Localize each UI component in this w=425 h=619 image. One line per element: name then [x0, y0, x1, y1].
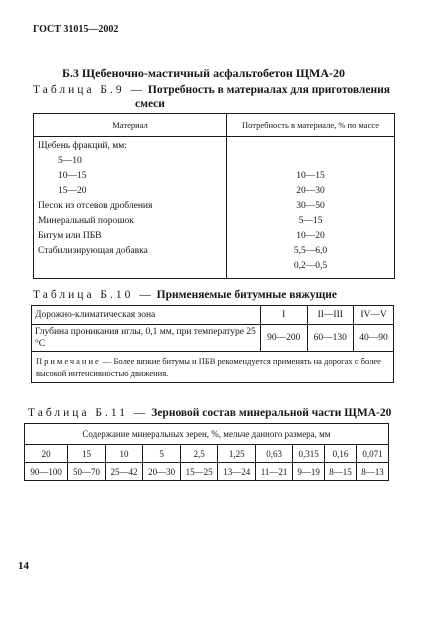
- table-note: [32, 352, 394, 383]
- table-b10: [31, 305, 394, 383]
- size-cell: 0,63: [256, 445, 293, 463]
- requirement-item: [231, 154, 390, 169]
- material-item: Щебень фракций, мм:: [38, 141, 127, 151]
- value-cell: 60—130: [307, 325, 354, 352]
- requirement-item: 10—20: [296, 231, 325, 241]
- table-b9-label: Таблица Б.9 —: [33, 84, 146, 96]
- requirement-cell: [227, 137, 395, 279]
- table-b9-caption: [33, 84, 393, 97]
- table-row: [32, 325, 394, 352]
- requirement-item: 20—30: [296, 186, 325, 196]
- value-cell: 90—200: [261, 325, 308, 352]
- column-header-requirement: Потребность в материале, % по массе: [227, 114, 395, 137]
- value-cell: 13—24: [218, 463, 256, 481]
- material-item: 10—15: [58, 171, 87, 181]
- zone-cell: I: [261, 306, 308, 325]
- value-cell: 9—19: [293, 463, 325, 481]
- value-cell: 40—90: [354, 325, 394, 352]
- table-row: [32, 306, 394, 325]
- requirement-item: 5,5—6,0: [293, 246, 328, 256]
- requirement-item: 10—15: [296, 171, 325, 181]
- table-b9-title: Потребность в материалах для приготовления: [147, 84, 390, 96]
- material-cell: [34, 137, 227, 279]
- column-header-material: Материал: [34, 114, 227, 137]
- size-cell: 15: [68, 445, 106, 463]
- table-b11-caption: [28, 407, 391, 420]
- material-item: Минеральный порошок: [38, 216, 134, 226]
- value-cell: 8—15: [325, 463, 357, 481]
- table-b10-caption: [33, 289, 337, 302]
- table-row: [25, 445, 389, 463]
- table-b11: [24, 423, 389, 481]
- table-header-row: [34, 114, 395, 137]
- value-cell: 20—30: [143, 463, 181, 481]
- value-cell: 15—25: [180, 463, 218, 481]
- note-label: Примечание: [36, 356, 101, 366]
- table-row: [32, 352, 394, 383]
- table-b11-title: Зерновой состав минеральной части ЩМА-20: [151, 407, 392, 419]
- grain-header-cell: Содержание минеральных зерен, %, мельче данного размера, мм: [25, 424, 389, 445]
- size-cell: 20: [25, 445, 68, 463]
- zone-cell: II—III: [307, 306, 354, 325]
- size-cell: 0,071: [357, 445, 389, 463]
- size-cell: 10: [105, 445, 143, 463]
- requirement-item: 30—50: [296, 201, 325, 211]
- table-b11-label: Таблица Б.11 —: [28, 407, 149, 419]
- material-item: Песок из отсевов дробления: [38, 201, 153, 211]
- material-item: Стабилизирующая добавка: [38, 246, 148, 256]
- table-b9: [33, 113, 395, 279]
- value-cell: 8—13: [357, 463, 389, 481]
- size-cell: 2,5: [180, 445, 218, 463]
- section-title: Б.3 Щебеночно-мастичный асфальтобетон ЩМА-20: [62, 66, 345, 80]
- table-b10-title: Применяемые битумные вяжущие: [156, 289, 338, 301]
- table-header-row: [25, 424, 389, 445]
- note-text: — Более вязкие битумы и ПБВ рекомендуется применять на дорогах с более высокой интенсивностью движения.: [36, 356, 381, 378]
- value-cell: 11—21: [256, 463, 293, 481]
- material-item: 15—20: [58, 186, 87, 196]
- zone-label-cell: Дорожно-климатическая зона: [32, 306, 261, 325]
- penetration-label-cell: Глубина проникания иглы, 0,1 мм, при температуре 25 °С: [32, 325, 261, 352]
- document-header: ГОСТ 31015—2002: [33, 24, 119, 35]
- requirement-item: 5—15: [298, 216, 323, 226]
- page-number: 14: [18, 560, 29, 572]
- requirement-item: [231, 139, 390, 154]
- table-row: [25, 463, 389, 481]
- table-b9-title-cont: смеси: [135, 98, 165, 110]
- material-item: Битум или ПБВ: [38, 231, 102, 241]
- size-cell: 5: [143, 445, 181, 463]
- table-row: [34, 137, 395, 279]
- size-cell: 0,315: [293, 445, 325, 463]
- zone-cell: IV—V: [354, 306, 394, 325]
- material-item: 5—10: [58, 156, 82, 166]
- value-cell: 25—42: [105, 463, 143, 481]
- size-cell: 0,16: [325, 445, 357, 463]
- size-cell: 1,25: [218, 445, 256, 463]
- value-cell: 90—100: [25, 463, 68, 481]
- requirement-item: 0,2—0,5: [293, 261, 328, 271]
- value-cell: 50—70: [68, 463, 106, 481]
- table-b10-label: Таблица Б.10 —: [33, 289, 154, 301]
